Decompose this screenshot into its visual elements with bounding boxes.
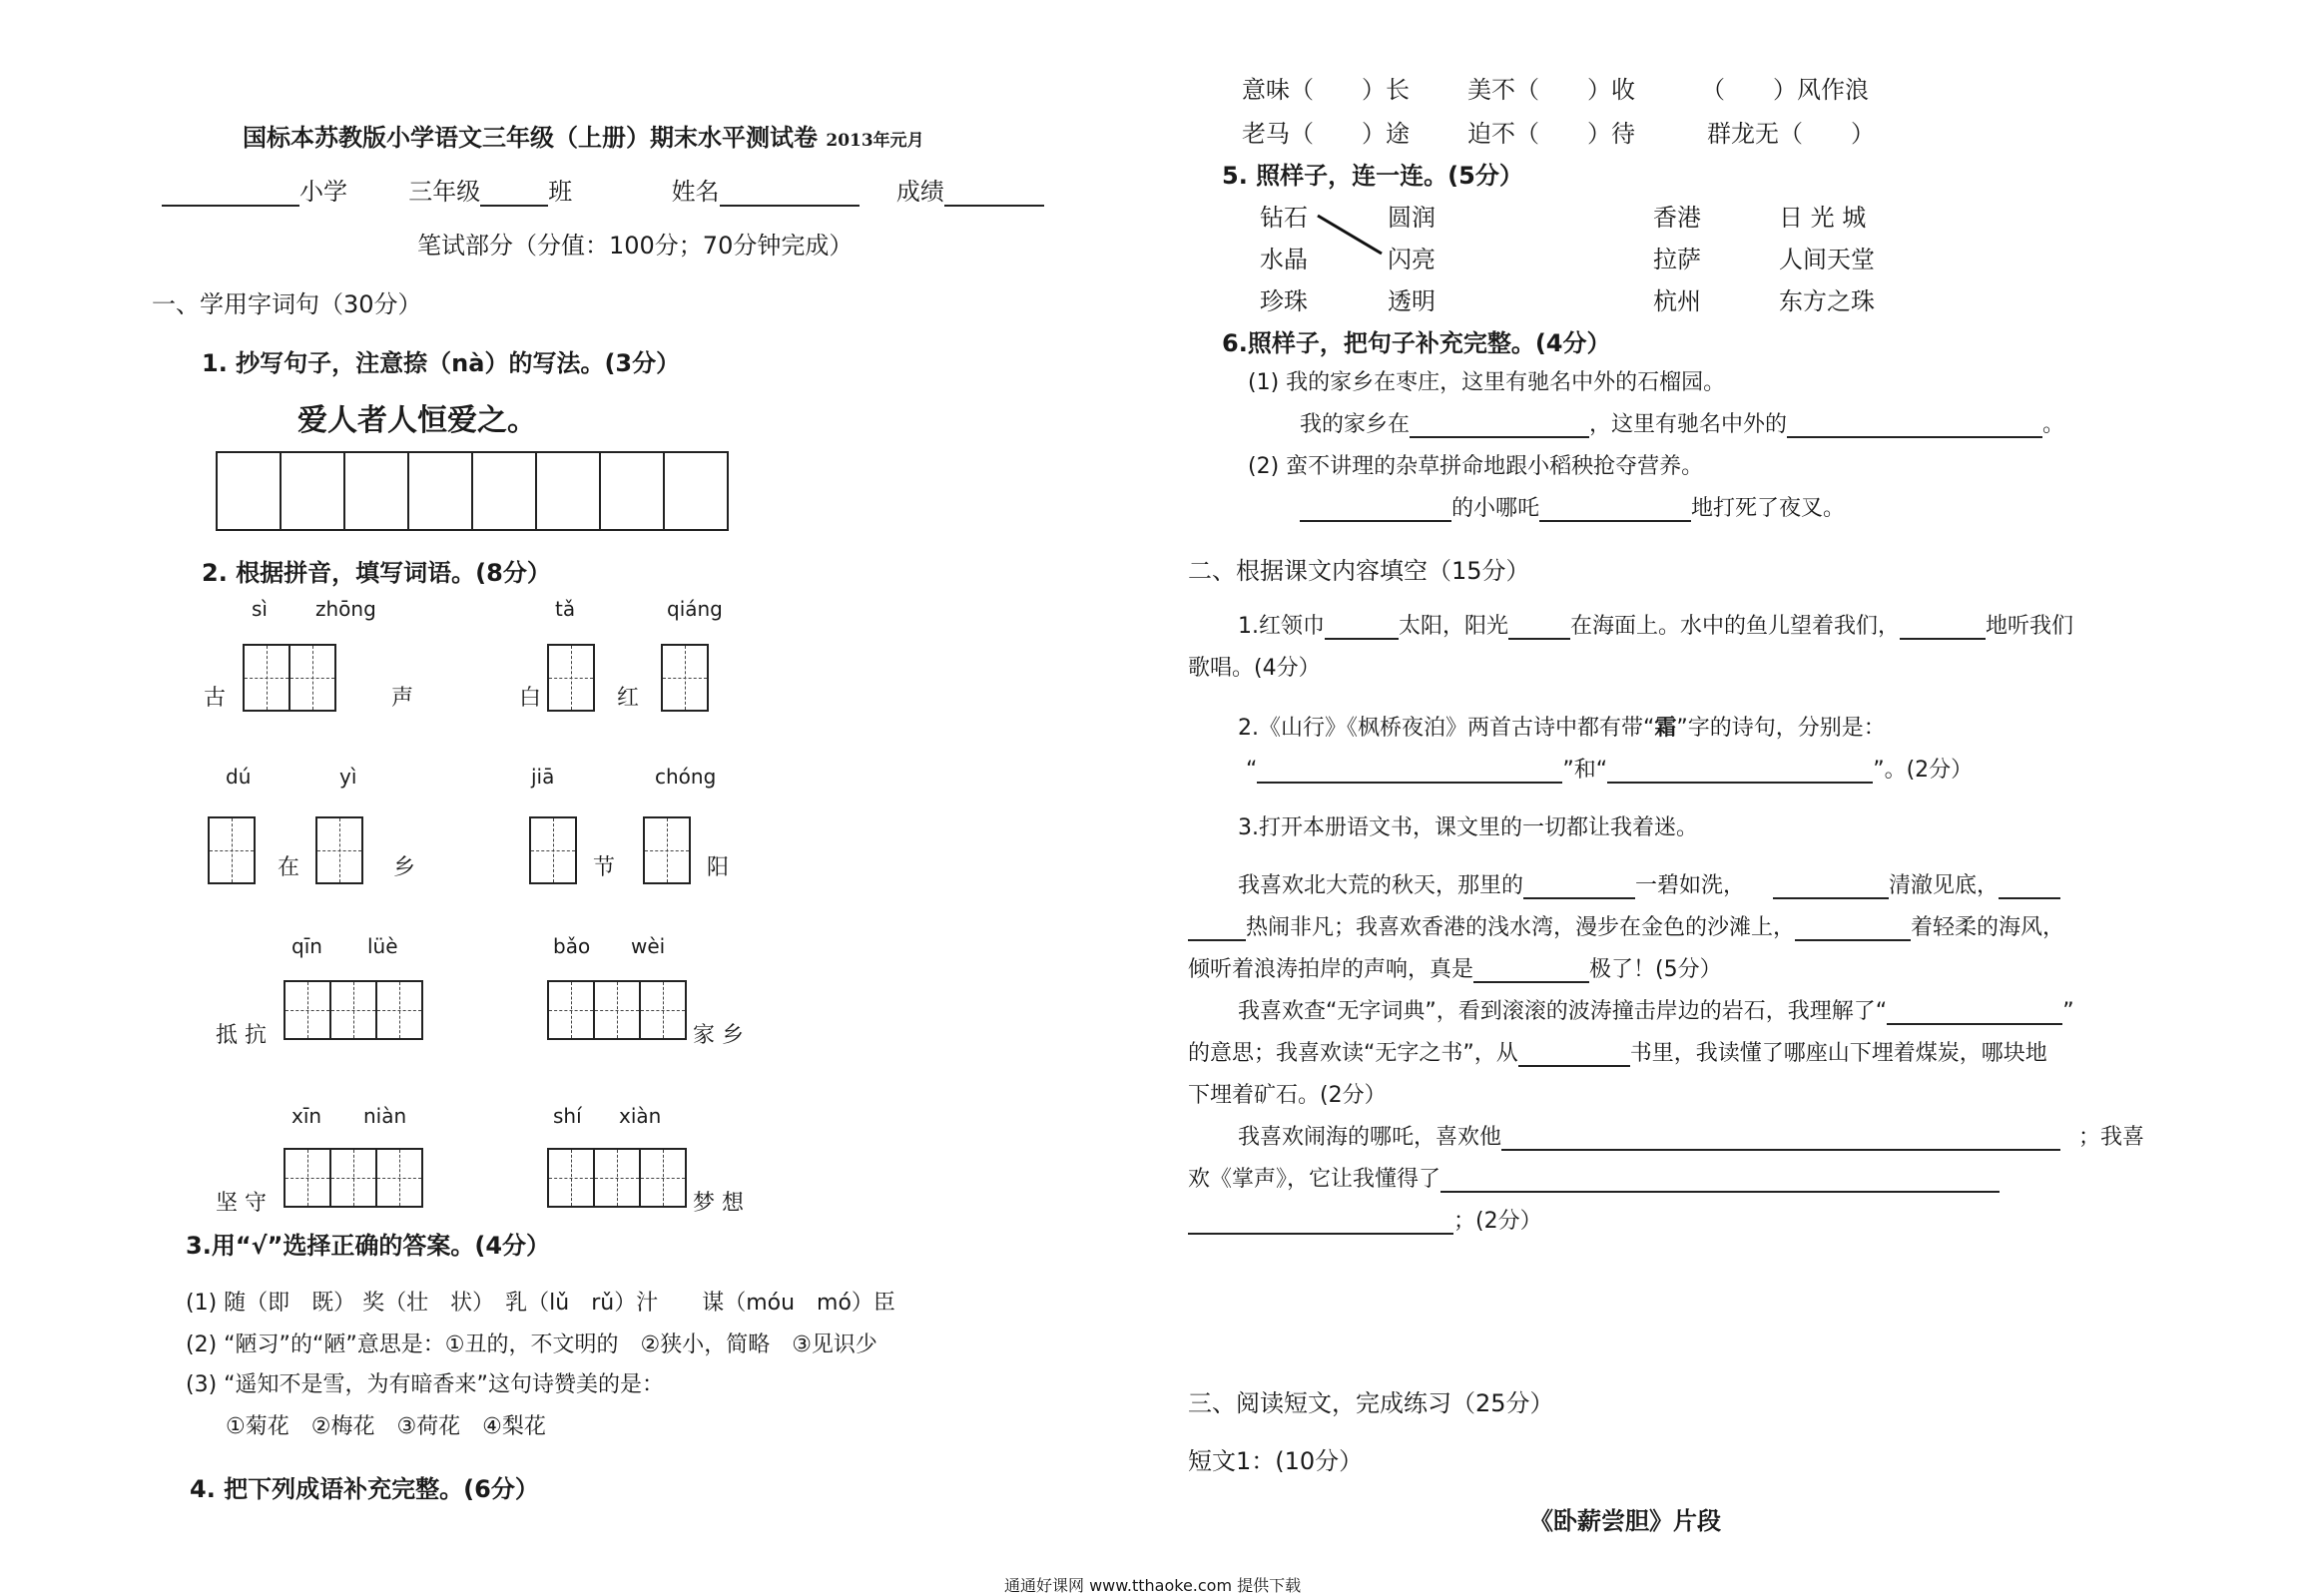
answer-blank[interactable]	[1795, 938, 1911, 941]
s2-line	[1238, 609, 2073, 640]
match-mid: 圆润	[1388, 204, 1436, 232]
word-suffix: 阳	[707, 855, 730, 880]
tian-grid[interactable]	[547, 644, 595, 712]
pinyin: jiā	[531, 765, 555, 789]
section2-heading: 二、根据课文内容填空（15分）	[1188, 557, 1530, 585]
passage-label: 短文1：(10分）	[1188, 1447, 1364, 1475]
answer-blank[interactable]	[1501, 1148, 2060, 1151]
s2-text: ；(2分）	[1453, 1209, 1542, 1234]
pinyin: zhōng	[315, 597, 376, 621]
pinyin: qīn	[291, 934, 322, 958]
answer-blank[interactable]	[1508, 637, 1570, 640]
q6-text: ，这里有驰名中外的	[1589, 412, 1788, 437]
tian-grid[interactable]	[529, 816, 577, 884]
s2-line	[1188, 1036, 2047, 1067]
word-prefix: 古	[204, 686, 227, 711]
footer-credit: 通通好课网 www.tthaoke.com 提供下载	[1004, 1576, 1302, 1595]
s2-line	[1188, 952, 1722, 983]
score-label: 成绩	[895, 178, 944, 206]
answer-blank[interactable]	[1188, 938, 1246, 941]
answer-blank[interactable]	[1473, 980, 1589, 983]
student-info-row	[162, 172, 1044, 207]
s2-text: 欢《掌声》，它让我懂得了	[1188, 1167, 1441, 1192]
q6-text: 的小哪吒	[1451, 496, 1540, 521]
idiom-item: （ ）风作浪	[1701, 76, 1869, 104]
answer-blank[interactable]	[1518, 1064, 1630, 1067]
q6-fill-line	[1300, 491, 1845, 522]
copy-cell[interactable]	[665, 453, 727, 529]
answer-blank[interactable]	[1188, 1232, 1453, 1235]
pinyin: shí	[553, 1104, 582, 1128]
s2-text: 2.《山行》《枫桥夜泊》两首古诗中都有带“	[1238, 716, 1655, 741]
idiom-item: 群龙无（ ）	[1707, 120, 1875, 148]
s2-text: 下埋着矿石。(2分）	[1188, 1083, 1387, 1108]
section3-heading: 三、阅读短文，完成练习（25分）	[1188, 1389, 1554, 1417]
tian-grid[interactable]	[661, 644, 709, 712]
q3-title: 3.用“√”选择正确的答案。(4分）	[186, 1232, 551, 1260]
q6-example: (2) 蛮不讲理的杂草拼命地跟小稻秧抢夺营养。	[1248, 454, 1704, 479]
s2-text: 我喜欢闹海的哪吒，喜欢他	[1238, 1125, 1502, 1150]
match-right: 东方之珠	[1779, 287, 1875, 315]
q6-text: 地打死了夜叉。	[1691, 496, 1846, 521]
pinyin: qiáng	[667, 597, 723, 621]
copy-cell[interactable]	[218, 453, 282, 529]
answer-blank[interactable]	[1523, 896, 1635, 899]
s2-text: 清澈见底，	[1889, 873, 2000, 898]
answer-blank[interactable]	[1607, 781, 1873, 784]
s2-text: 霜	[1654, 716, 1677, 741]
s2-text: 极了！(5分）	[1589, 957, 1722, 982]
tian-grid[interactable]	[243, 644, 336, 712]
q6-text: 。	[2042, 412, 2065, 437]
q6-example: (1) 我的家乡在枣庄，这里有驰名中外的石榴园。	[1248, 370, 1726, 395]
idiom-item: 美不（ ）收	[1467, 76, 1635, 104]
copy-cell[interactable]	[473, 453, 537, 529]
answer-blank[interactable]	[1887, 1022, 2062, 1025]
pinyin: sì	[252, 597, 268, 621]
pinyin: chóng	[655, 765, 717, 789]
q6-text: 我的家乡在	[1300, 412, 1411, 437]
idiom-item: 老马（ ）途	[1242, 120, 1410, 148]
word-suffix: 梦 想	[693, 1191, 744, 1216]
q1-sentence: 爱人者人恒爱之。	[297, 403, 537, 438]
idiom-item: 迫不（ ）待	[1467, 120, 1635, 148]
s2-text: ；我喜	[2078, 1125, 2145, 1150]
copy-cell[interactable]	[537, 453, 601, 529]
match-left: 珍珠	[1260, 287, 1308, 315]
pinyin: xiàn	[619, 1104, 662, 1128]
s2-text: ”	[2062, 999, 2074, 1024]
answer-blank[interactable]	[1900, 637, 1986, 640]
match-right: 日 光 城	[1779, 204, 1867, 232]
section1-heading: 一、学用字词句（30分）	[152, 290, 422, 318]
tian-grid[interactable]	[208, 816, 256, 884]
word-prefix: 白	[519, 686, 542, 711]
match-right: 香港	[1653, 204, 1701, 232]
answer-blank[interactable]	[1440, 1190, 2000, 1193]
name-blank[interactable]	[720, 204, 860, 207]
s2-line	[1238, 868, 2060, 899]
score-blank[interactable]	[944, 204, 1044, 207]
q6-fill-line	[1300, 407, 2064, 438]
tian-grid[interactable]	[643, 816, 691, 884]
s2-text: 地听我们	[1986, 614, 2074, 639]
q3-line: (2) “陋习”的“陋”意思是：①丑的，不文明的 ②狭小，简略 ③见识少	[186, 1332, 877, 1357]
idiom-item: 意味（ ）长	[1242, 76, 1410, 104]
pinyin: dú	[226, 765, 252, 789]
match-mid: 闪亮	[1388, 246, 1436, 273]
s2-line	[1188, 1204, 1542, 1235]
tian-grid[interactable]	[547, 980, 687, 1040]
answer-blank[interactable]	[1410, 435, 1589, 438]
class-blank[interactable]	[480, 204, 548, 207]
word-prefix: 抵 抗	[216, 1023, 267, 1048]
school-blank[interactable]	[162, 204, 299, 207]
class-label: 班	[548, 178, 573, 206]
s2-line	[1188, 1162, 2000, 1193]
school-label: 小学	[299, 178, 347, 206]
s2-text: ”字的诗句，分别是：	[1676, 716, 1886, 741]
page-title	[243, 118, 924, 153]
s2-text: ”和“	[1562, 758, 1608, 783]
answer-blank[interactable]	[1325, 637, 1399, 640]
answer-blank[interactable]	[1787, 435, 2042, 438]
tian-grid[interactable]	[284, 980, 423, 1040]
answer-blank[interactable]	[1257, 781, 1562, 784]
copy-cell[interactable]	[409, 453, 473, 529]
s2-text: 我喜欢查“无字词典”，看到滚滚的波涛撞击岸边的岩石，我理解了“	[1238, 999, 1888, 1024]
s2-text: 的意思；我喜欢读“无字之书”，从	[1188, 1041, 1518, 1066]
word-suffix: 家 乡	[693, 1023, 744, 1048]
tian-grid[interactable]	[284, 1148, 423, 1208]
exam-date: 2013年元月	[826, 131, 924, 151]
s2-line	[1238, 994, 2074, 1025]
exam-subtitle: 笔试部分（分值：100分；70分钟完成）	[417, 232, 854, 260]
s2-text: 热闹非凡；我喜欢香港的浅水湾，漫步在金色的沙滩上，	[1246, 915, 1796, 940]
exam-title: 国标本苏教版小学语文三年级（上册）期末水平测试卷	[243, 124, 818, 152]
pinyin: wèi	[631, 934, 666, 958]
q2-title: 2. 根据拼音，填写词语。(8分）	[202, 559, 551, 587]
word-middle: 在	[278, 855, 300, 880]
match-left: 钻石	[1260, 204, 1308, 232]
word-suffix: 声	[391, 686, 414, 711]
word-middle: 节	[593, 855, 616, 880]
tian-grid[interactable]	[547, 1148, 687, 1208]
s2-text: 在海面上。水中的鱼儿望着我们，	[1570, 614, 1901, 639]
grade-label: 三年级	[408, 178, 481, 206]
q5-title: 5. 照样子，连一连。(5分）	[1222, 162, 1523, 190]
s2-text: “	[1246, 758, 1258, 783]
pinyin: tǎ	[555, 597, 576, 621]
s2-line	[1238, 1120, 2144, 1151]
copy-cell[interactable]	[345, 453, 409, 529]
s2-line	[1238, 711, 1886, 742]
match-left: 水晶	[1260, 246, 1308, 273]
pinyin: yì	[339, 765, 357, 789]
answer-blank[interactable]	[1999, 896, 2060, 899]
s2-text: 书里，我读懂了哪座山下埋着煤炭，哪块地	[1629, 1041, 2047, 1066]
s2-text: 我喜欢北大荒的秋天，那里的	[1238, 873, 1524, 898]
tian-grid[interactable]	[315, 816, 363, 884]
copy-grid[interactable]	[216, 451, 729, 531]
answer-blank[interactable]	[1300, 519, 1451, 522]
q6-title: 6.照样子，把句子补充完整。(4分）	[1222, 329, 1611, 357]
word-middle: 红	[617, 686, 640, 711]
match-right: 杭州	[1653, 287, 1701, 315]
pinyin: niàn	[363, 1104, 407, 1128]
q3-options: ①菊花 ②梅花 ③荷花 ④梨花	[226, 1414, 546, 1439]
s2-text: ”。(2分）	[1873, 758, 1974, 783]
q3-line: (1) 随（即 既） 奖（壮 状） 乳（lǔ rǔ）汁 谋（móu mó）臣	[186, 1291, 895, 1316]
name-label: 姓名	[671, 178, 720, 206]
copy-cell[interactable]	[282, 453, 345, 529]
answer-blank[interactable]	[1539, 519, 1691, 522]
word-suffix: 乡	[393, 855, 416, 880]
s2-line	[1246, 753, 1973, 784]
s2-text: 一碧如洗，	[1635, 873, 1746, 898]
s2-text: 着轻柔的海风，	[1911, 915, 2065, 940]
passage-title: 《卧薪尝胆》片段	[1529, 1507, 1721, 1535]
pinyin: xīn	[291, 1104, 322, 1128]
q3-line: (3) “遥知不是雪，为有暗香来”这句诗赞美的是：	[186, 1372, 664, 1397]
copy-cell[interactable]	[601, 453, 665, 529]
s2-line	[1188, 910, 2064, 941]
answer-blank[interactable]	[1773, 896, 1889, 899]
word-prefix: 坚 守	[216, 1191, 267, 1216]
match-mid: 透明	[1388, 287, 1436, 315]
s2-text: 太阳，阳光	[1399, 614, 1509, 639]
s2-text: 1.红领巾	[1238, 614, 1325, 639]
s2-text: 3.打开本册语文书，课文里的一切都让我着迷。	[1238, 815, 1698, 840]
q1-title: 1. 抄写句子，注意捺（nà）的写法。(3分）	[202, 349, 681, 377]
example-connector-line	[1314, 210, 1388, 260]
pinyin: lüè	[367, 934, 398, 958]
q4-title: 4. 把下列成语补充完整。(6分）	[190, 1475, 539, 1503]
pinyin: bǎo	[553, 934, 591, 958]
s2-text: 倾听着浪涛拍岸的声响，真是	[1188, 957, 1474, 982]
match-right: 人间天堂	[1779, 246, 1875, 273]
s2-text: 歌唱。(4分）	[1188, 656, 1321, 681]
match-right: 拉萨	[1653, 246, 1701, 273]
